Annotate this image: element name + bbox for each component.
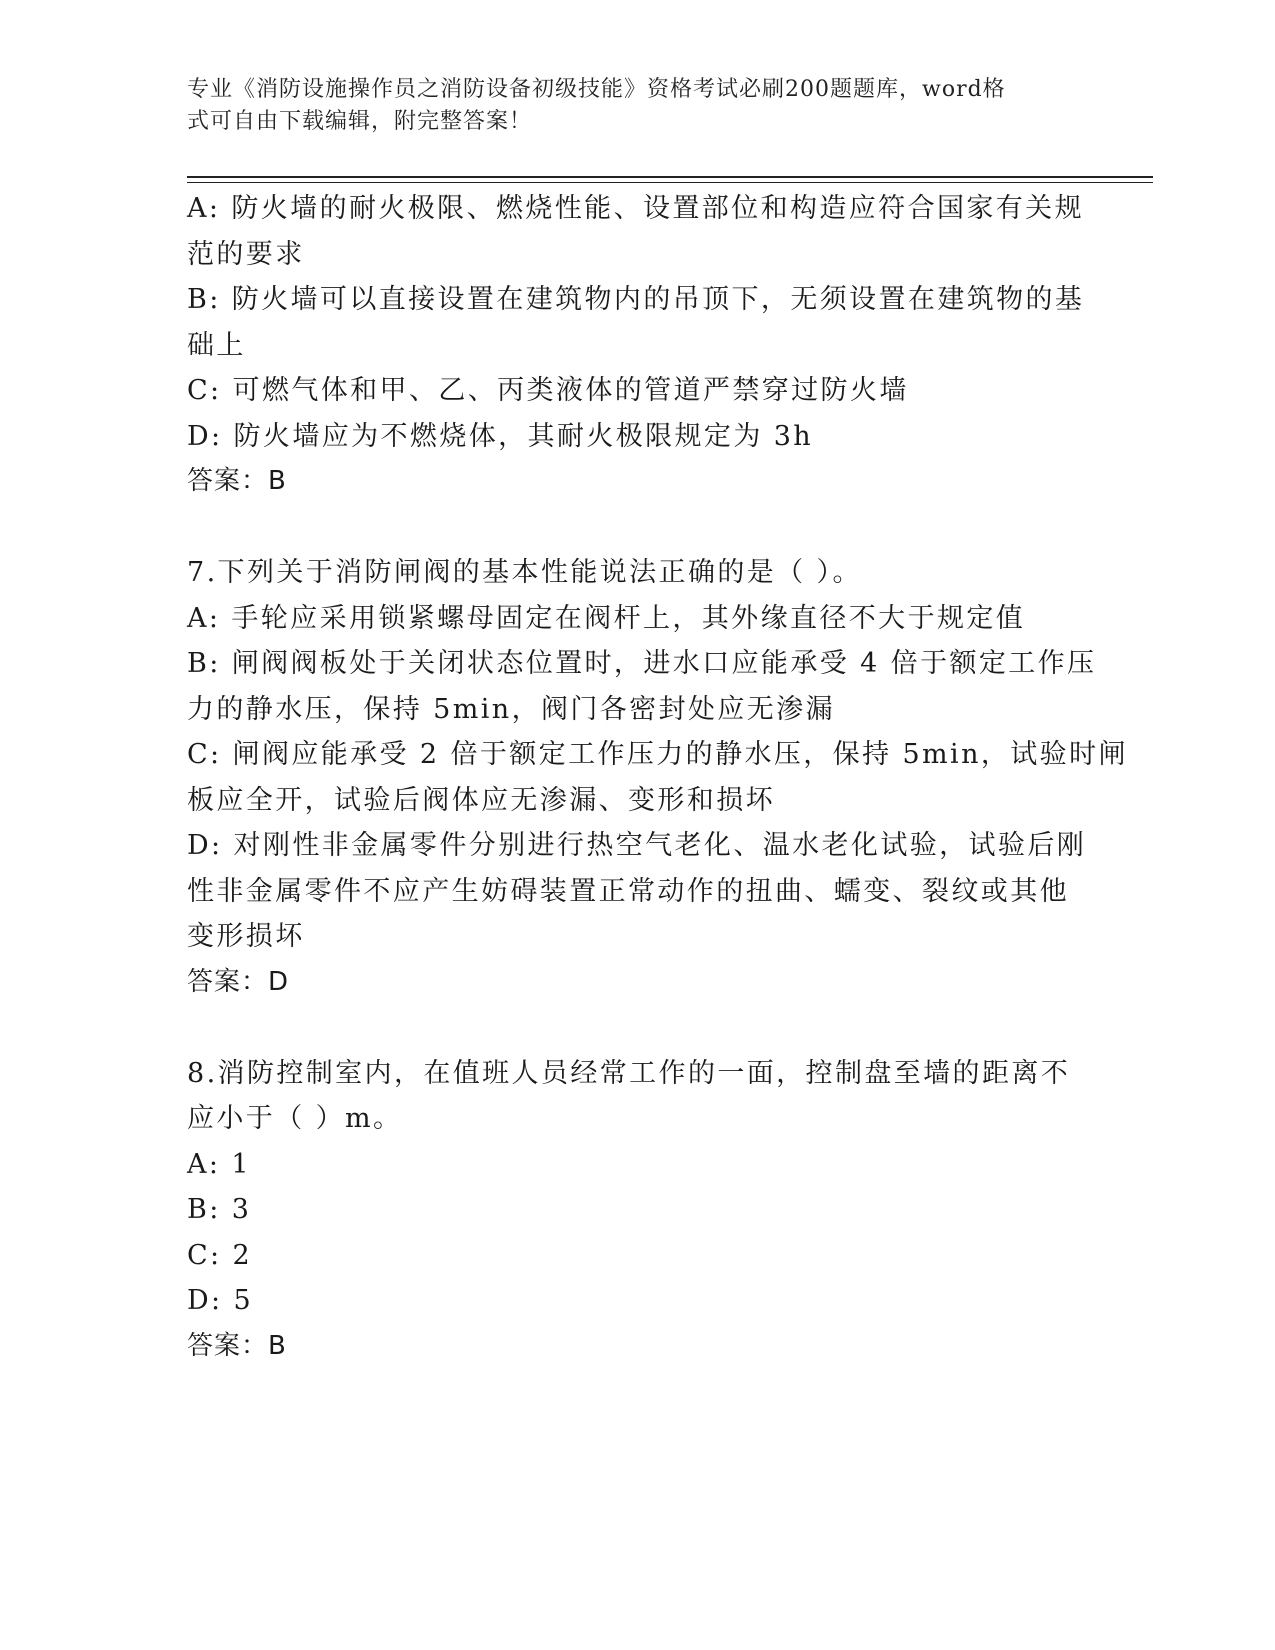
q7-option-a: A: 手轮应采用锁紧螺母固定在阀杆上，其外缘直径不大于规定值 (187, 602, 1026, 634)
q6-answer: 答案：B (187, 466, 287, 496)
q6-option-a-line-2: 范的要求 (187, 238, 305, 270)
q8-option-a: A: 1 (187, 1148, 251, 1180)
q8-option-b: B: 3 (187, 1194, 252, 1225)
q6-option-c: C: 可燃气体和甲、乙、丙类液体的管道严禁穿过防火墙 (187, 375, 909, 406)
q6-option-b-line-1: B: 防火墙可以直接设置在建筑物内的吊顶下，无须设置在建筑物的基 (187, 284, 1085, 315)
q7-option-d-line-2: 性非金属零件不应产生妨碍装置正常动作的扭曲、蠕变、裂纹或其他 (187, 875, 1069, 907)
q7-option-b-line-1: B: 闸阀阀板处于关闭状态位置时，进水口应能承受 4 倍于额定工作压 (187, 648, 1097, 679)
spacer (187, 505, 1087, 551)
q7-answer: 答案：D (187, 966, 290, 997)
question-6-block (187, 186, 1087, 505)
q7-option-c-line-1: C: 闸阀应能承受 2 倍于额定工作压力的静水压，保持 5min，试验时闸 (187, 739, 1128, 770)
q6-option-b-line-2: 础上 (187, 329, 246, 361)
document-header (187, 74, 1067, 138)
q7-option-d-line-1: D: 对刚性非金属零件分别进行热空气老化、温水老化试验，试验后刚 (187, 830, 1087, 861)
header-divider-thin (187, 182, 1153, 183)
q7-option-d-line-3: 变形损坏 (187, 921, 305, 952)
q8-option-c: C: 2 (187, 1239, 253, 1271)
q7-option-c-line-2: 板应全开，试验后阀体应无渗漏、变形和损坏 (187, 784, 775, 816)
q8-answer: 答案：B (187, 1330, 287, 1361)
q7-option-b-line-2: 力的静水压，保持 5min，阀门各密封处应无渗漏 (187, 693, 835, 725)
q6-option-a-line-1: A: 防火墙的耐火极限、燃烧性能、设置部位和构造应符合国家有关规 (187, 193, 1084, 224)
header-line-1: 专业《消防设施操作员之消防设备初级技能》资格考试必刷200题题库，word格 (187, 77, 1006, 102)
spacer (187, 1005, 1087, 1051)
header-line-2: 式可自由下载编辑，附完整答案！ (187, 109, 533, 134)
q6-option-d: D: 防火墙应为不燃烧体，其耐火极限规定为 3h (187, 420, 814, 452)
question-7-block (187, 550, 1128, 1005)
question-content (187, 186, 1128, 1369)
q8-question-line-1: 8.消防控制室内，在值班人员经常工作的一面，控制盘至墙的距离不 (187, 1057, 1071, 1089)
header-divider-thick (187, 176, 1153, 178)
q7-question: 7.下列关于消防闸阀的基本性能说法正确的是（ ）。 (187, 557, 862, 588)
question-8-block (187, 1051, 1087, 1370)
q8-question-line-2: 应小于（ ）m。 (187, 1103, 403, 1134)
q8-option-d: D: 5 (187, 1285, 254, 1316)
